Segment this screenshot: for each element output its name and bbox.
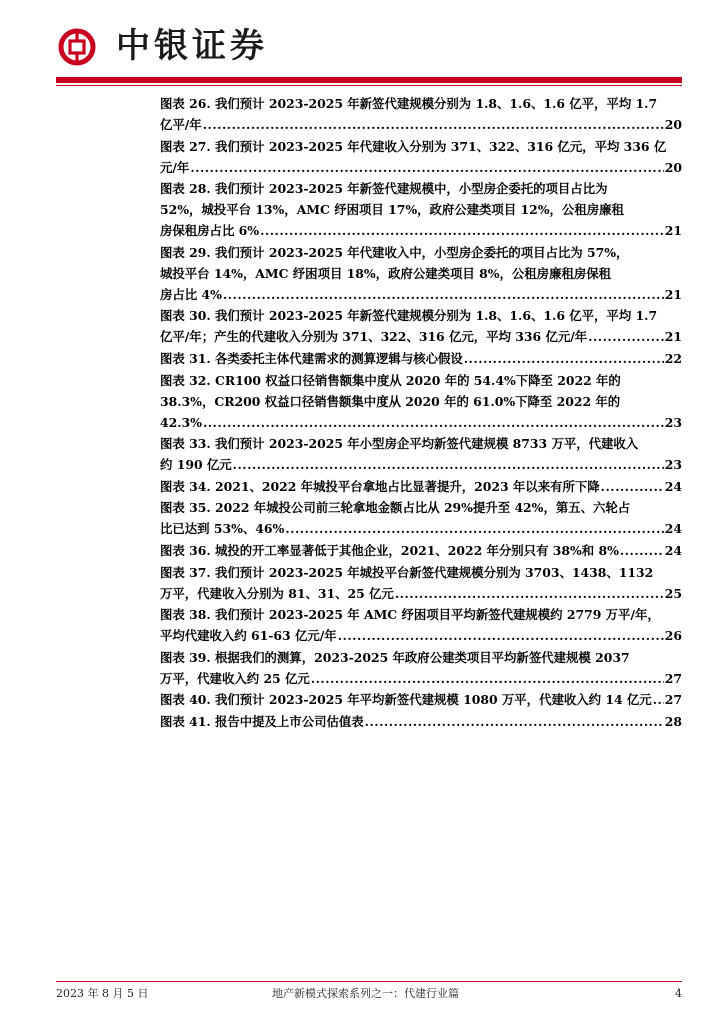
toc-page-number[interactable]: 20 [664,159,682,175]
toc-entry[interactable] [160,476,682,497]
footer-divider [56,981,682,982]
toc-entry-last-line [160,476,682,497]
toc-entry[interactable] [160,242,682,305]
toc-leader-dots [233,454,664,475]
toc-page-number[interactable]: 21 [664,329,682,345]
toc-entry-line: 图表 37. 我们预计 2023-2025 年城投平台新签代建规模分别为 3703、1438、1132 [160,564,654,580]
toc-entry-line: 图表 29. 我们预计 2023-2025 年代建收入中，小型房企委托的项目占比为 57%， [160,244,629,260]
toc-entry-text: 图表 40. 我们预计 2023-2025 年平均新签代建规模 1080 万平，代建收入约 14 亿元 [160,692,652,708]
header-divider [56,77,682,83]
toc-entry-last-line [160,157,682,178]
toc-leader-dots [653,689,664,710]
toc-entry-text: 亿平/年；产生的代建收入分别为 371、322、316 亿元，平均 336 亿元/年 [160,329,588,345]
toc-entry[interactable] [160,178,682,241]
toc-leader-dots [588,326,664,347]
toc-entry-line: 图表 27. 我们预计 2023-2025 年代建收入分别为 371、322、316 亿元，平均 336 亿 [160,138,667,154]
toc-entry[interactable] [160,433,682,475]
footer-report-title: 地产新模式探索系列之一：代建行业篇 [272,987,459,1000]
toc-entry-last-line [160,114,682,135]
toc-entry[interactable] [160,497,682,539]
toc-leader-dots [203,412,664,433]
toc-entry-line: 图表 26. 我们预计 2023-2025 年新签代建规模分别为 1.8、1.6、1.6 亿平，平均 1.7 [160,96,658,111]
toc-entry-last-line [160,625,682,646]
toc-entry-text: 平均代建收入约 61-63 亿元/年 [160,628,337,644]
toc-entry[interactable] [160,93,682,135]
toc-entry-line: 图表 33. 我们预计 2023-2025 年小型房企平均新签代建规模 8733 万平，代建收入 [160,436,639,452]
toc-entry[interactable] [160,711,682,732]
toc-entry-text: 图表 34. 2021、2022 年城投平台拿地占比显著提升，2023 年以来有所下降 [160,478,600,494]
toc-page-number[interactable]: 24 [664,542,682,558]
footer-date: 2023 年 8 月 5 日 [56,987,149,1000]
toc-page-number[interactable]: 26 [664,628,682,644]
toc-entry-last-line [160,454,682,475]
toc-entry-line: 图表 28. 我们预计 2023-2025 年新签代建规模中，小型房企委托的项目占比为 [160,181,608,197]
toc-leader-dots [620,540,664,561]
toc-leader-dots [464,348,664,369]
toc-entry[interactable] [160,370,682,433]
toc-leader-dots [203,114,664,135]
toc-page-number[interactable]: 20 [664,117,682,132]
toc-entry-last-line [160,220,682,241]
toc-entry-line: 图表 30. 我们预计 2023-2025 年新签代建规模分别为 1.8、1.6、1.6 亿平，平均 1.7 [160,308,658,324]
toc-page-number[interactable]: 21 [664,286,682,302]
toc-page-number[interactable]: 27 [664,692,682,708]
toc-page-number[interactable]: 23 [664,414,682,430]
toc-page-number[interactable]: 24 [664,521,682,537]
toc-leader-dots [311,668,664,689]
toc-leader-dots [260,220,664,241]
toc-entry-line: 52%，城投平台 13%，AMC 纾困项目 17%，政府公建类项目 12%，公租房廉租 [160,202,624,218]
toc-page-number[interactable]: 23 [664,457,682,473]
toc-entry-line: 图表 35. 2022 年城投公司前三轮拿地金额占比从 29%提升至 42%，第五、六轮占 [160,500,631,516]
toc-entry-text: 图表 41. 报告中提及上市公司估值表 [160,713,364,729]
toc-leader-dots [338,625,664,646]
toc-entry-text: 图表 31. 各类委托主体代建需求的测算逻辑与核心假设 [160,350,463,366]
toc-leader-dots [395,583,664,604]
toc-entry-last-line [160,668,682,689]
toc-entry-text: 房保租房占比 6% [160,223,260,239]
toc-entry-line: 图表 39. 根据我们的测算，2023-2025 年政府公建类项目平均新签代建规模 2037 [160,649,630,665]
toc-entry[interactable] [160,647,682,689]
toc-entry[interactable] [160,305,682,347]
toc-entry[interactable] [160,562,682,604]
toc-entry-line: 城投平台 14%，AMC 纾困项目 18%，政府公建类项目 8%，公租房廉租房保租 [160,265,612,281]
footer-page-number: 4 [675,987,682,1000]
toc-page-number[interactable]: 27 [664,670,682,686]
toc-entry-last-line [160,583,682,604]
toc-page-number[interactable]: 24 [664,478,682,494]
toc-leader-dots [190,157,663,178]
toc-entry-text: 房占比 4% [160,286,222,302]
toc-entry-line: 38.3%，CR200 权益口径销售额集中度从 2020 年的 61.0%下降至 2022 年的 [160,393,621,409]
toc-page-number[interactable]: 25 [664,585,682,601]
page-footer [56,985,682,1003]
toc-leader-dots [223,284,664,305]
toc-entry-line: 图表 32. CR100 权益口径销售额集中度从 2020 年的 54.4%下降至 2022 年的 [160,372,621,388]
toc-entry-text: 42.3% [160,414,202,430]
figure-list [160,93,682,732]
toc-entry-last-line [160,326,682,347]
toc-entry-last-line [160,689,682,710]
toc-page-number[interactable]: 21 [664,223,682,239]
toc-entry-text: 亿平/年 [160,117,202,132]
toc-entry[interactable] [160,604,682,646]
toc-leader-dots [285,518,663,539]
toc-entry[interactable] [160,540,682,561]
toc-entry-last-line [160,518,682,539]
toc-entry-last-line [160,348,682,369]
toc-leader-dots [601,476,664,497]
toc-entry[interactable] [160,348,682,369]
toc-entry-text: 图表 36. 城投的开工率显著低于其他企业，2021、2022 年分别只有 38%和 8% [160,542,619,558]
toc-entry[interactable] [160,689,682,710]
brand-name: 中银证券 [116,26,268,66]
toc-entry-last-line [160,711,682,732]
toc-entry-text: 元/年 [160,159,190,175]
toc-page-number[interactable]: 22 [664,350,682,366]
header-divider-thin [56,85,682,86]
toc-entry-line: 图表 38. 我们预计 2023-2025 年 AMC 纾困项目平均新签代建规模约 2779 万平/年， [160,607,660,623]
bank-of-china-logo-icon [58,28,96,66]
toc-entry-last-line [160,284,682,305]
toc-entry-text: 比已达到 53%、46% [160,521,285,537]
page-header [0,0,724,88]
toc-entry[interactable] [160,136,682,178]
toc-entry-text: 万平，代建收入分别为 81、31、25 亿元 [160,585,394,601]
toc-entry-text: 万平，代建收入约 25 亿元 [160,670,310,686]
toc-entry-text: 约 190 亿元 [160,457,232,473]
toc-entry-last-line [160,540,682,561]
toc-entry-last-line [160,412,682,433]
toc-leader-dots [365,711,664,732]
toc-page-number[interactable]: 28 [664,713,682,729]
